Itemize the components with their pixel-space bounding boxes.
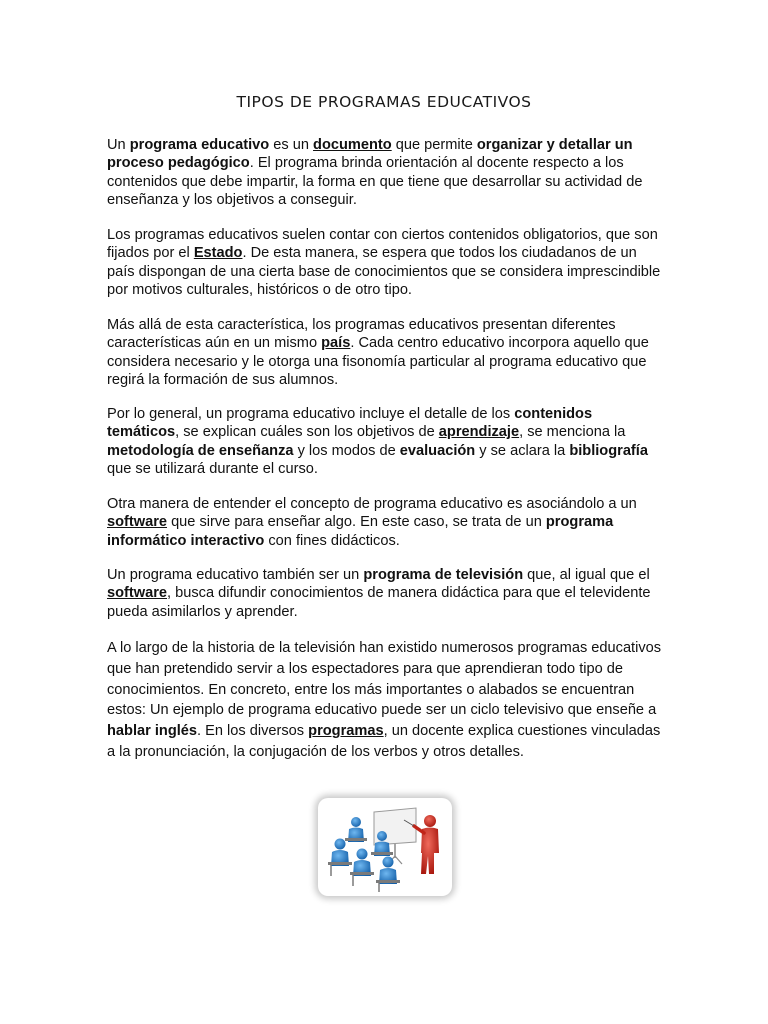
text: Otra manera de entender el concepto de programa educativo es asociándolo a un [107,496,637,512]
paragraph-2 [107,226,667,299]
text: y los modos de [293,442,400,459]
text: que permite [391,137,477,153]
bold-term: metodología de enseñanza [107,442,294,459]
text: con fines didácticos. [264,532,400,549]
bold-term: bibliografía [569,442,648,459]
text: Los programas educativos suelen contar con ciertos contenidos obligatorios, que son fijados por el [107,227,658,262]
text: que, al igual que el [523,567,650,583]
link-documento[interactable]: documento [313,137,392,153]
paragraph-5 [107,495,667,550]
link-software[interactable]: software [107,514,168,531]
paragraph-7 [107,638,667,763]
text: . En los diversos [197,723,309,740]
link-pais[interactable]: país [321,335,351,352]
text: Más allá de esta característica, los programas educativos presentan diferentes características aún en un mismo [107,317,616,352]
link-programas[interactable]: programas [308,723,384,740]
text: es un [269,137,314,153]
text: A lo largo de la historia de la televisión han existido numerosos programas educativos que han pretendido servir a los espectadores para que aprendieran todo tipo de conocimientos. En concreto, entre los más importantes o alabados se encuentran estos: Un ejemplo de programa educativo puede ser un ciclo televisivo que enseñe a [107,640,662,719]
link-aprendizaje[interactable]: aprendizaje [438,424,520,441]
paragraph-1 [107,136,667,209]
text: , se menciona la [519,424,626,441]
paragraph-6 [107,566,667,621]
link-software-2[interactable]: software [107,585,168,602]
paragraph-4 [107,405,667,478]
bold-term: programa de televisión [363,567,524,583]
classroom-teacher-icon [318,798,452,896]
text: que se utilizará durante el curso. [107,460,318,477]
text: que sirve para enseñar algo. En este caso, se trata de un [167,514,546,531]
text: Un programa educativo también ser un [107,567,364,583]
paragraph-3 [107,316,667,389]
text: Por lo general, un programa educativo incluye el detalle de los [107,406,515,422]
text: . Cada centro educativo incorpora aquello que considera necesario y le otorga una fisonomía particular al programa educativo que regirá la formación de sus alumnos. [107,335,649,388]
bold-term: contenidos temáticos [107,406,593,441]
text: . El programa brinda orientación al docente respecto a los contenidos que debe impartir, la forma en que tiene que desarrollar su actividad de enseñanza y los objetivos a conseguir. [107,155,643,208]
text: , un docente explica cuestiones vinculadas a la pronunciación, la conjugación de los verbos y otros detalles. [107,723,661,760]
bold-term: organizar y detallar un proceso pedagógico [107,137,633,172]
classroom-illustration [318,798,452,896]
text: . De esta manera, se espera que todos los ciudadanos de un país dispongan de una cierta base de conocimientos que se considera imprescindible por motivos culturales, históricos o de otro tipo. [107,245,661,298]
text: , se explican cuáles son los objetivos de [175,424,439,441]
text: Un [107,137,130,153]
document-title: TIPOS DE PROGRAMAS EDUCATIVOS [236,93,532,111]
bold-term: hablar inglés [107,723,198,740]
text: , busca difundir conocimientos de manera didáctica para que el televidente pueda asimilarlos y aprender. [107,585,651,620]
bold-term: evaluación [399,442,476,459]
bold-term: programa informático interactivo [107,514,614,549]
link-estado[interactable]: Estado [193,245,243,262]
bold-term: programa educativo [129,137,270,153]
text: y se aclara la [475,442,570,459]
